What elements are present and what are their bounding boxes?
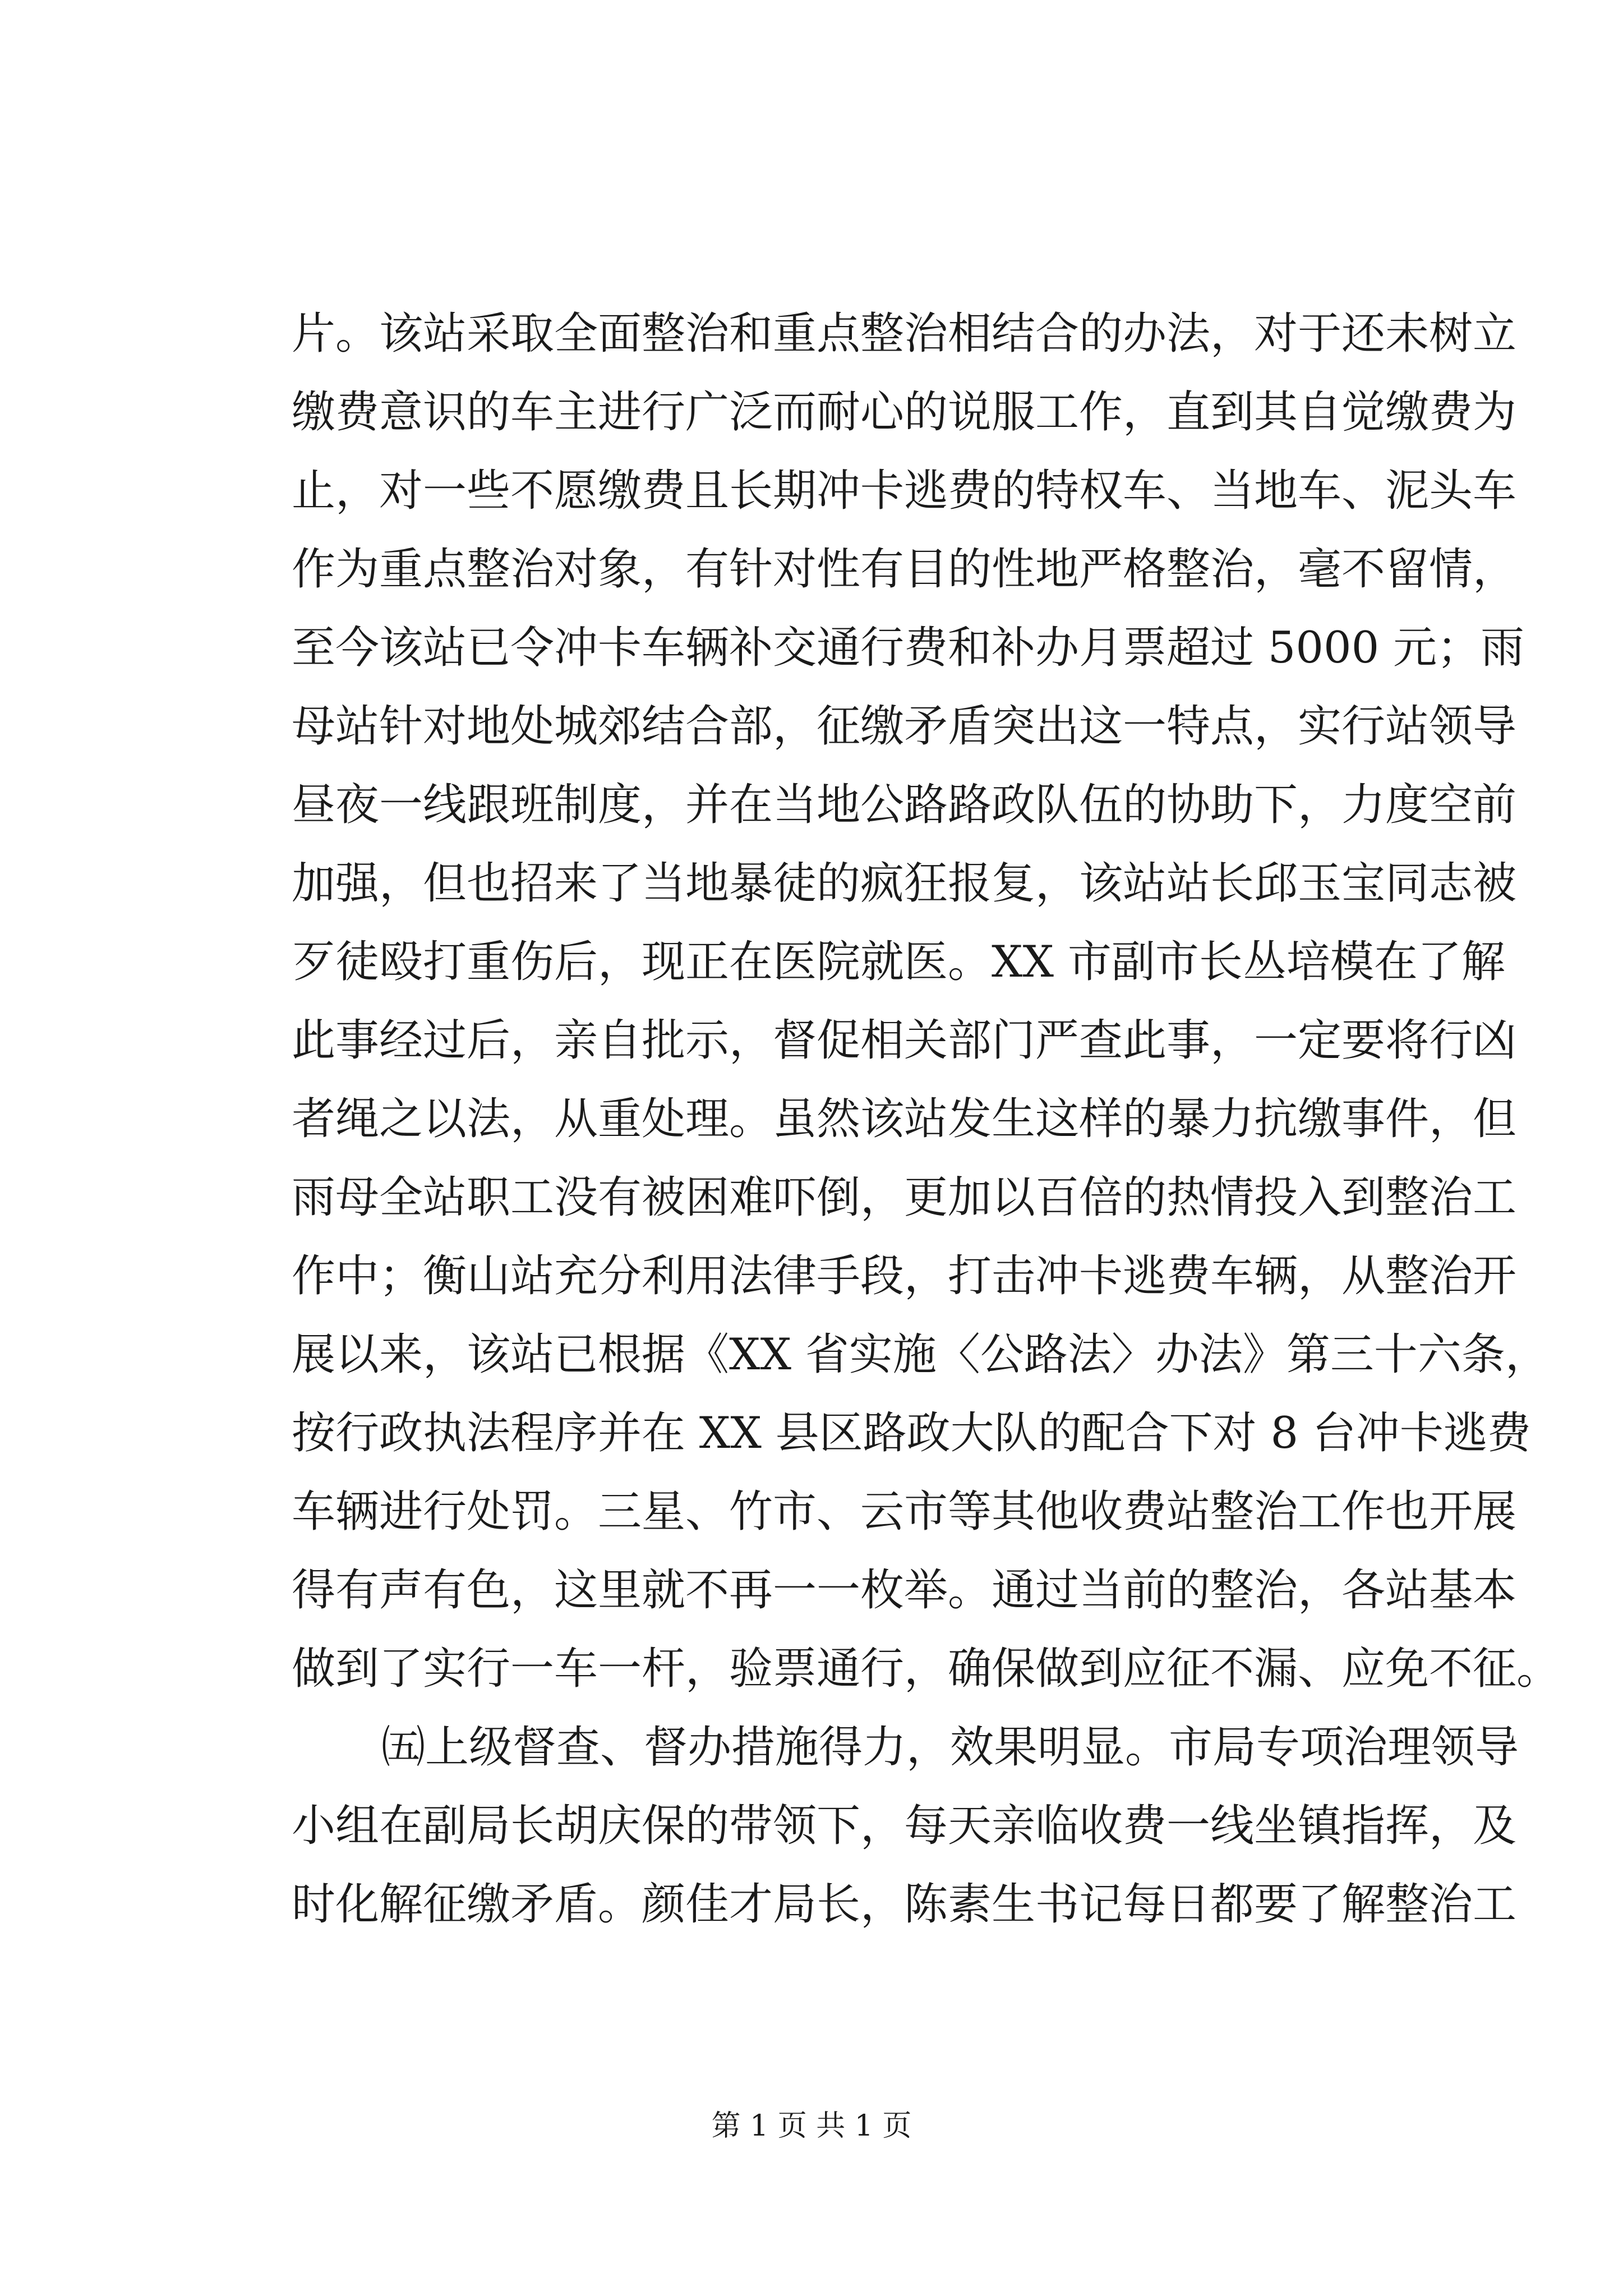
text-line: 昼夜一线跟班制度，并在当地公路路政队伍的协助下，力度空前 (292, 780, 1517, 830)
text-line: 歹徒殴打重伤后，现正在医院就医。XX 市副市长丛培模在了解 (292, 937, 1505, 987)
text-line: 母站针对地处城郊结合部，征缴矛盾突出这一特点，实行站领导 (292, 701, 1517, 752)
text-line: 此事经过后，亲自批示，督促相关部门严查此事，一定要将行凶 (292, 1015, 1517, 1066)
text-line: 时化解征缴矛盾。颜佳才局长，陈素生书记每日都要了解整治工 (292, 1879, 1517, 1930)
text-line: 展以来，该站已根据《XX 省实施〈公路法〉办法》第三十六条， (292, 1329, 1549, 1380)
text-line: 加强，但也招来了当地暴徒的疯狂报复，该站站长邱玉宝同志被 (292, 858, 1517, 909)
text-line: 片。该站采取全面整治和重点整治相结合的办法，对于还未树立 (292, 309, 1517, 359)
text-line: 做到了实行一车一杆，验票通行，确保做到应征不漏、应免不征。 (292, 1644, 1561, 1694)
text-line: 小组在副局长胡庆保的带领下，每天亲临收费一线坐镇指挥，及 (292, 1801, 1517, 1851)
text-line: 作为重点整治对象，有针对性有目的性地严格整治，毫不留情， (292, 544, 1517, 595)
page-number-footer: 第 1 页 共 1 页 (711, 2109, 912, 2143)
text-line: 按行政执法程序并在 XX 县区路政大队的配合下对 8 台冲卡逃费 (292, 1408, 1531, 1458)
paragraph-first-line: ㈤上级督查、督办措施得力，效果明显。市局专项治理领导 (381, 1722, 1519, 1773)
text-line: 者绳之以法，从重处理。虽然该站发生这样的暴力抗缴事件，但 (292, 1094, 1517, 1144)
text-line: 车辆进行处罚。三星、竹市、云市等其他收费站整治工作也开展 (292, 1487, 1517, 1537)
text-line: 缴费意识的车主进行广泛而耐心的说服工作，直到其自觉缴费为 (292, 387, 1517, 438)
text-line: 止，对一些不愿缴费且长期冲卡逃费的特权车、当地车、泥头车 (292, 466, 1517, 516)
text-line: 得有声有色，这里就不再一一枚举。通过当前的整治，各站基本 (292, 1565, 1517, 1616)
text-line: 作中；衡山站充分利用法律手段，打击冲卡逃费车辆，从整治开 (292, 1251, 1517, 1301)
text-line: 雨母全站职工没有被困难吓倒，更加以百倍的热情投入到整治工 (292, 1172, 1517, 1223)
text-line: 至今该站已令冲卡车辆补交通行费和补办月票超过 5000 元；雨 (292, 623, 1525, 673)
body-text (292, 295, 1561, 1944)
